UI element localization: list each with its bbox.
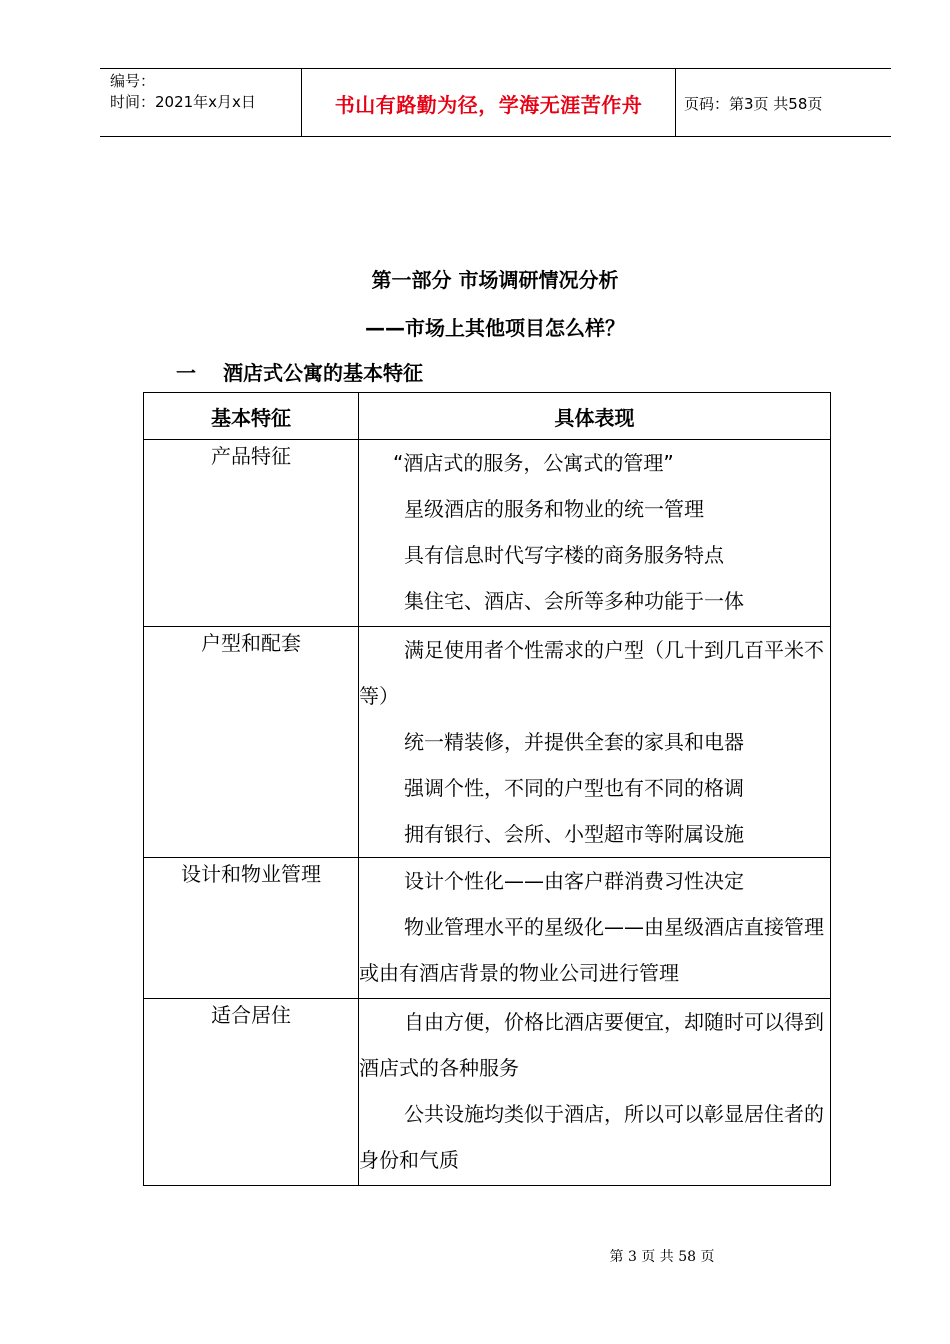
detail-line: 公共设施均类似于酒店，所以可以彰显居住者的身份和气质	[359, 1102, 824, 1172]
table-row	[144, 440, 831, 627]
header-divider	[675, 69, 676, 136]
detail-line: 具有信息时代写字楼的商务服务特点	[404, 543, 724, 567]
part-title: 第一部分 市场调研情况分析	[371, 268, 619, 292]
table-header-row	[144, 393, 831, 440]
document-header	[100, 68, 891, 137]
detail-line: 设计个性化——由客户群消费习性决定	[404, 869, 744, 893]
feature-details	[359, 440, 831, 627]
feature-category: 户型和配套	[144, 627, 359, 858]
number-label: 编号：	[110, 72, 156, 90]
detail-line: 集住宅、酒店、会所等多种功能于一体	[404, 589, 744, 613]
feature-category: 适合居住	[144, 999, 359, 1186]
detail-line: 物业管理水平的星级化——由星级酒店直接管理或由有酒店背景的物业公司进行管理	[359, 915, 824, 985]
feature-details	[359, 858, 831, 999]
detail-line: “酒店式的服务，公寓式的管理”	[393, 451, 674, 475]
detail-line: 满足使用者个性需求的户型（几十到几百平米不等）	[359, 638, 824, 708]
detail-line: 星级酒店的服务和物业的统一管理	[404, 497, 704, 521]
section-number: 一	[176, 361, 196, 385]
feature-category: 产品特征	[144, 440, 359, 627]
section-title: 酒店式公寓的基本特征	[223, 361, 423, 385]
detail-line: 统一精装修，并提供全套的家具和电器	[404, 730, 744, 754]
table-row	[144, 627, 831, 858]
time-label: 时间：2021年x月x日	[110, 93, 256, 111]
page-footer: 第 3 页 共 58 页	[609, 1249, 715, 1265]
feature-category: 设计和物业管理	[144, 858, 359, 999]
features-table	[143, 392, 831, 1186]
detail-line: 拥有银行、会所、小型超市等附属设施	[404, 822, 744, 846]
column-header: 具体表现	[359, 393, 831, 440]
section-heading	[176, 357, 423, 386]
detail-line: 自由方便，价格比酒店要便宜，却随时可以得到酒店式的各种服务	[359, 1010, 824, 1080]
table-row	[144, 999, 831, 1186]
header-motto: 书山有路勤为径，学海无涯苦作舟	[334, 93, 643, 117]
part-subtitle: ——市场上其他项目怎么样？	[365, 316, 625, 340]
feature-details	[359, 999, 831, 1186]
header-meta	[110, 71, 300, 113]
feature-details	[359, 627, 831, 858]
table-row	[144, 858, 831, 999]
detail-line: 强调个性，不同的户型也有不同的格调	[404, 776, 744, 800]
column-header: 基本特征	[144, 393, 359, 440]
header-page-number: 页码：第3页 共58页	[684, 95, 823, 113]
